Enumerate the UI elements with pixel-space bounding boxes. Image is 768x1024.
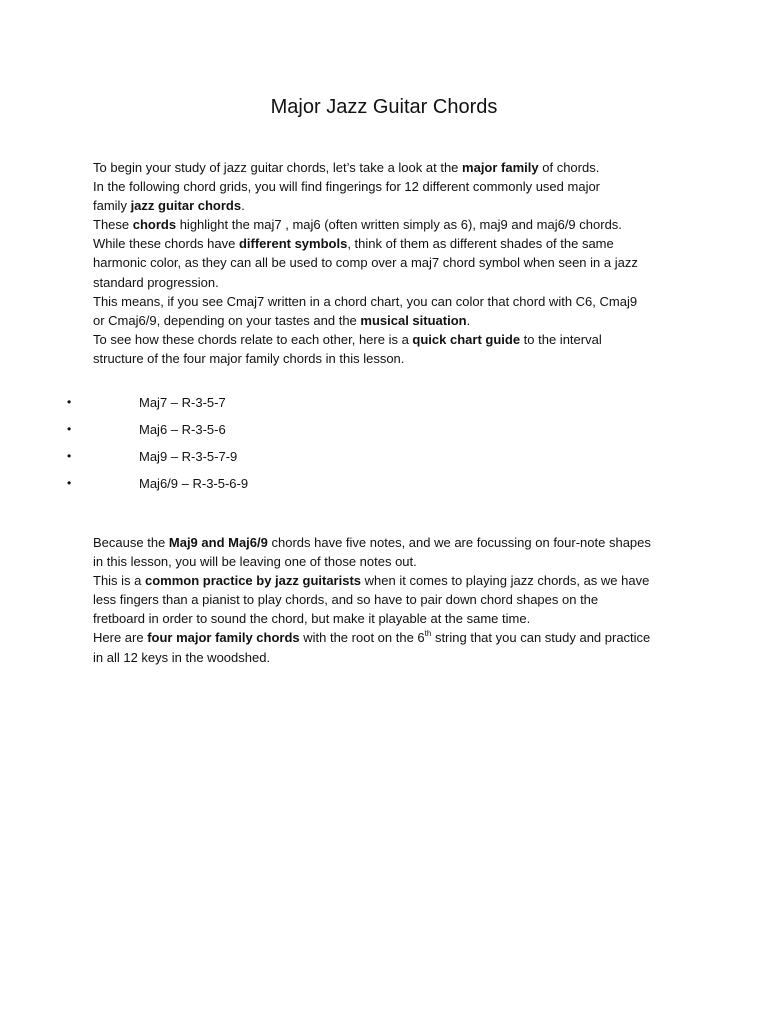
text-line [93, 311, 693, 330]
text-line: harmonic color, as they can all be used to comp over a maj7 chord symbol when seen in a jazz [93, 255, 638, 271]
bullet-icon: • [67, 476, 72, 490]
bold-text: quick chart guide [412, 331, 521, 347]
text-line [93, 234, 693, 253]
text-line [93, 196, 693, 215]
text-line [93, 330, 693, 349]
outro-paragraph [93, 533, 693, 667]
text-run: chords have five notes, and we are focussing on four-note shapes [267, 535, 651, 550]
text-line: structure of the four major family chords in this lesson. [93, 350, 405, 366]
text-run: highlight the maj7 , maj6 (often written simply as 6), maj9 and maj6/9 chords. [176, 217, 622, 233]
text-run: To begin your study of jazz guitar chords, let’s take a look at the [93, 160, 463, 175]
text-line [93, 158, 693, 177]
text-run: To see how these chords relate to each other, here is a [93, 331, 413, 347]
text-line: less fingers than a pianist to play chords, and so have to pair down chord shapes on the [93, 592, 599, 608]
bullet-icon: • [67, 395, 72, 409]
text-line: in this lesson, you will be leaving one of those notes out. [93, 554, 417, 570]
list-item-text: Maj6 – R-3-5-6 [139, 422, 226, 437]
bold-text: four major family chords [147, 630, 300, 646]
text-line [93, 215, 693, 234]
text-run: Here are [93, 630, 148, 646]
intro-paragraph [93, 158, 693, 368]
text-run: Because the [93, 535, 169, 550]
text-run: to the interval [520, 331, 602, 347]
text-run: or Cmaj6/9, depending on your tastes and the [93, 312, 361, 328]
list-item-text: Maj7 – R-3-5-7 [139, 395, 226, 410]
superscript-text: th [424, 629, 432, 639]
list-item-text: Maj6/9 – R-3-5-6-9 [139, 476, 249, 491]
text-line: This means, if you see Cmaj7 written in a chord chart, you can color that chord with C6, Cmaj9 [93, 293, 638, 309]
text-run: This is a [93, 573, 146, 589]
text-run: family [93, 198, 131, 214]
text-run: string that you can study and practice [431, 630, 651, 646]
text-run: when it comes to playing jazz chords, as we have [361, 573, 650, 589]
text-line [93, 533, 693, 552]
text-line: fretboard in order to sound the chord, but make it playable at the same time. [93, 611, 531, 627]
bold-text: major family [462, 160, 539, 175]
bold-text: chords [132, 217, 177, 233]
bold-text: musical situation [360, 312, 467, 328]
text-line: standard progression. [93, 274, 219, 290]
text-run: of chords. [538, 160, 600, 175]
bold-text: different symbols [238, 236, 348, 252]
text-run: . [466, 312, 471, 328]
text-run: , think of them as different shades of the same [347, 236, 614, 252]
text-run: . [241, 198, 245, 214]
bold-text: Maj9 and Maj6/9 [168, 535, 268, 550]
text-line [93, 571, 693, 590]
bullet-icon: • [67, 449, 72, 463]
bold-text: common practice by jazz guitarists [145, 573, 362, 589]
list-item-text: Maj9 – R-3-5-7-9 [139, 449, 238, 464]
text-run: While these chords have [93, 236, 239, 252]
text-run: with the root on the 6 [299, 630, 425, 646]
bold-text: jazz guitar chords [130, 198, 242, 214]
text-run: These [93, 217, 133, 233]
text-line [93, 628, 693, 647]
text-line: In the following chord grids, you will find fingerings for 12 different commonly used major [93, 179, 601, 195]
page-title: Major Jazz Guitar Chords [270, 96, 498, 118]
text-line: in all 12 keys in the woodshed. [93, 649, 271, 665]
bullet-icon: • [67, 422, 72, 436]
